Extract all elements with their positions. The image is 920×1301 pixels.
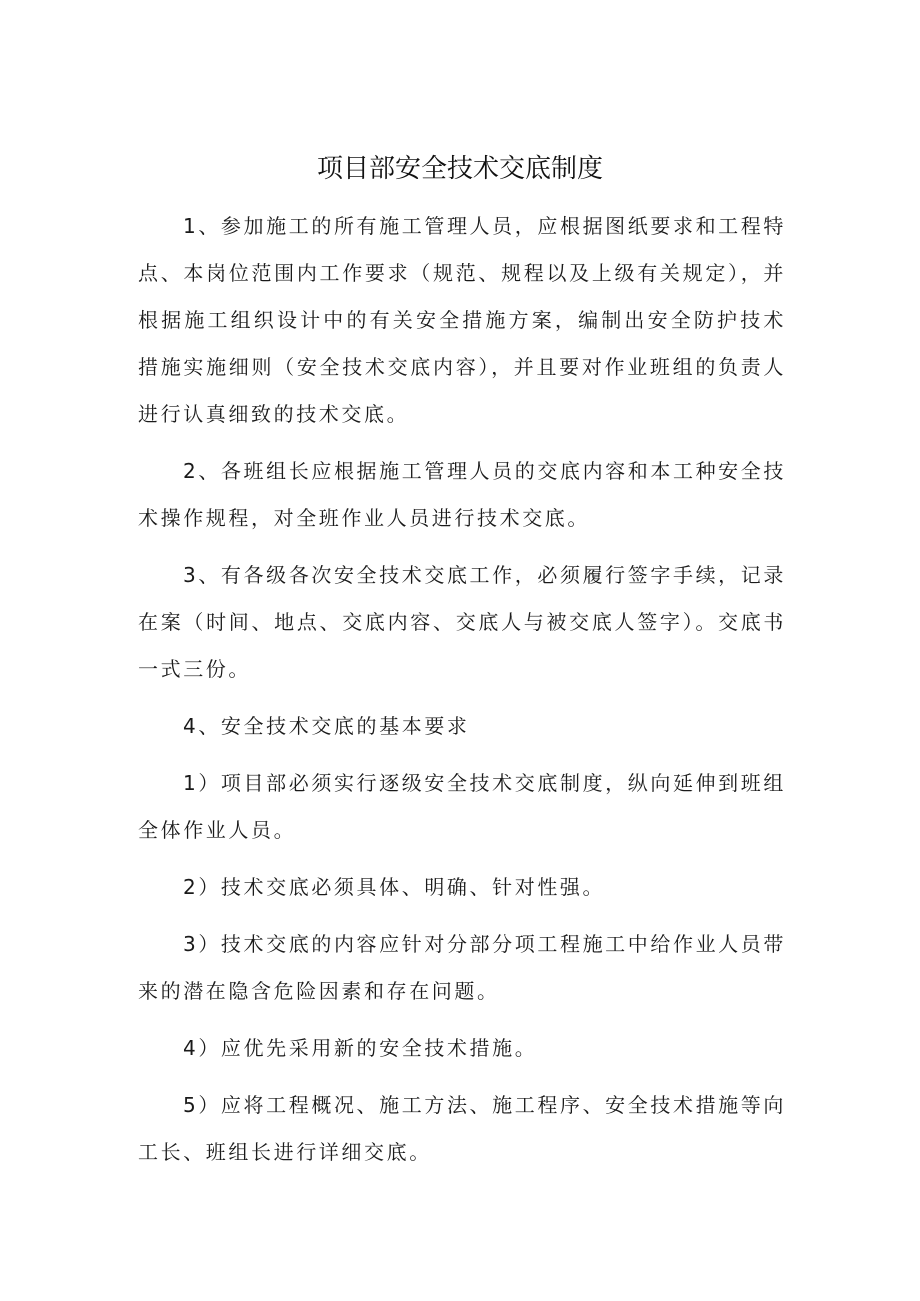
paragraph-3: 3、有各级各次安全技术交底工作，必须履行签字手续，记录在案（时间、地点、交底内容、交底人与被交底人签字）。交底书一式三份。 (138, 563, 786, 681)
requirement-5: 5）应将工程概况、施工方法、施工程序、安全技术措施等向工长、班组长进行详细交底。 (138, 1093, 786, 1164)
paragraph-2: 2、各班组长应根据施工管理人员的交底内容和本工种安全技术操作规程，对全班作业人员进行技术交底。 (138, 459, 786, 530)
requirement-1: 1）项目部必须实行逐级安全技术交底制度，纵向延伸到班组全体作业人员。 (138, 771, 786, 842)
section-heading-basic-requirements: 4、安全技术交底的基本要求 (183, 714, 470, 738)
requirement-4: 4）应优先采用新的安全技术措施。 (183, 1036, 538, 1060)
requirement-3: 3）技术交底的内容应针对分部分项工程施工中给作业人员带来的潜在隐含危险因素和存在问题。 (138, 932, 786, 1003)
requirement-2: 2）技术交底必须具体、明确、针对性强。 (183, 875, 606, 899)
paragraph-1: 1、参加施工的所有施工管理人员，应根据图纸要求和工程特点、本岗位范围内工作要求（规范、规程以及上级有关规定），并根据施工组织设计中的有关安全措施方案，编制出安全防护技术措施实施细则（安全技术交底内容），并且要对作业班组的负责人进行认真细致的技术交底。 (138, 214, 786, 426)
document-body (138, 203, 786, 1186)
document-title: 项目部安全技术交底制度 (316, 154, 603, 185)
